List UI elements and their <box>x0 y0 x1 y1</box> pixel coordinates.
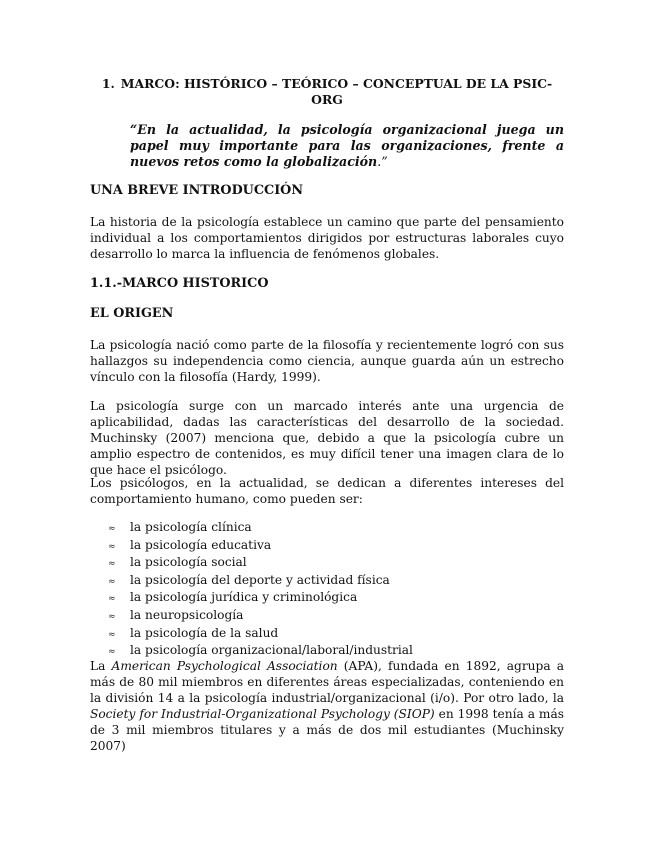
list-item <box>108 590 548 608</box>
bullet-icon: ≈ <box>108 629 116 640</box>
quote-text: “En la actualidad, la psicología organizacional juega un papel muy importante para las organizaciones, frente a nuevos retos como la globalización <box>130 122 564 169</box>
list-item <box>108 538 548 556</box>
section-title-marco: 1.1.-MARCO HISTORICO <box>90 276 269 291</box>
list-item-text: la psicología educativa <box>130 537 272 552</box>
section-title-origen: EL ORIGEN <box>90 306 174 321</box>
list-item <box>108 608 548 626</box>
bullet-icon: ≈ <box>108 594 116 605</box>
list-item-text: la neuropsicología <box>130 607 244 622</box>
apa-paragraph <box>90 658 564 754</box>
origen-paragraph-1: La psicología nació como parte de la filosofía y recientemente logró con sus hallazgos su independencia como ciencia, aunque guarda aún un estrecho vínculo con la filosofía (Hardy, 1999). <box>90 338 564 384</box>
list-item-text: la psicología de la salud <box>130 625 279 640</box>
bullet-icon: ≈ <box>108 647 116 658</box>
list-item <box>108 626 548 644</box>
origen-paragraph-2: La psicología surge con un marcado interés ante una urgencia de aplicabilidad, dadas las características del desarrollo de la sociedad. Muchinsky (2007) menciona que, debido a que la psicología cubre un amplio espectro de contenidos, es muy difícil tener una imagen clara de lo que hace el psicólogo. <box>90 399 564 477</box>
list-item-text: la psicología jurídica y criminológica <box>130 590 358 605</box>
apa-org-name: American Psychological Association <box>111 659 338 673</box>
bullet-icon: ≈ <box>108 559 116 570</box>
epigraph-quote <box>130 122 564 170</box>
list-item-text: la psicología organizacional/laboral/industrial <box>130 643 413 658</box>
bullet-icon: ≈ <box>108 576 116 587</box>
bullet-icon: ≈ <box>108 541 116 552</box>
psychology-fields-list <box>108 520 548 661</box>
bullet-icon: ≈ <box>108 524 116 534</box>
bullet-icon: ≈ <box>108 611 116 622</box>
origen-paragraph-3: Los psicólogos, en la actualidad, se dedican a diferentes intereses del comportamiento humano, como pueden ser: <box>90 476 564 506</box>
chapter-number: 1. <box>101 76 115 91</box>
chapter-title: MARCO: HISTÓRICO – TEÓRICO – CONCEPTUAL DE LA PSIC-ORG <box>120 76 553 107</box>
list-item <box>108 520 548 538</box>
section-title-intro: UNA BREVE INTRODUCCIÓN <box>90 183 304 198</box>
list-item-text: la psicología clínica <box>130 520 252 534</box>
intro-paragraph: La historia de la psicología establece un camino que parte del pensamiento individual a los comportamientos dirigidos por estructuras laborales cuyo desarrollo lo marca la influencia de fenómenos globales. <box>90 215 564 261</box>
apa-lead: La <box>90 659 112 673</box>
list-item <box>108 555 548 573</box>
list-item <box>108 573 548 591</box>
quote-tail: .” <box>377 154 388 169</box>
list-item-text: la psicología del deporte y actividad física <box>130 572 390 587</box>
apa-text-1: (APA), fundada en 1892, agrupa a más de 80 mil miembros en diferentes áreas especializadas, conteniendo en la división 14 a la psicología industrial/organizacional (i/o). Por otro lado, la <box>90 659 565 705</box>
chapter-heading <box>90 76 564 108</box>
siop-org-name: Society for Industrial-Organizational Psychology (SIOP) <box>90 707 435 721</box>
apa-text-2: en 1998 tenía a más de 3 mil miembros titulares y a más de dos mil estudiantes (Muchinsky 2007) <box>90 707 565 753</box>
list-item-text: la psicología social <box>130 555 247 570</box>
